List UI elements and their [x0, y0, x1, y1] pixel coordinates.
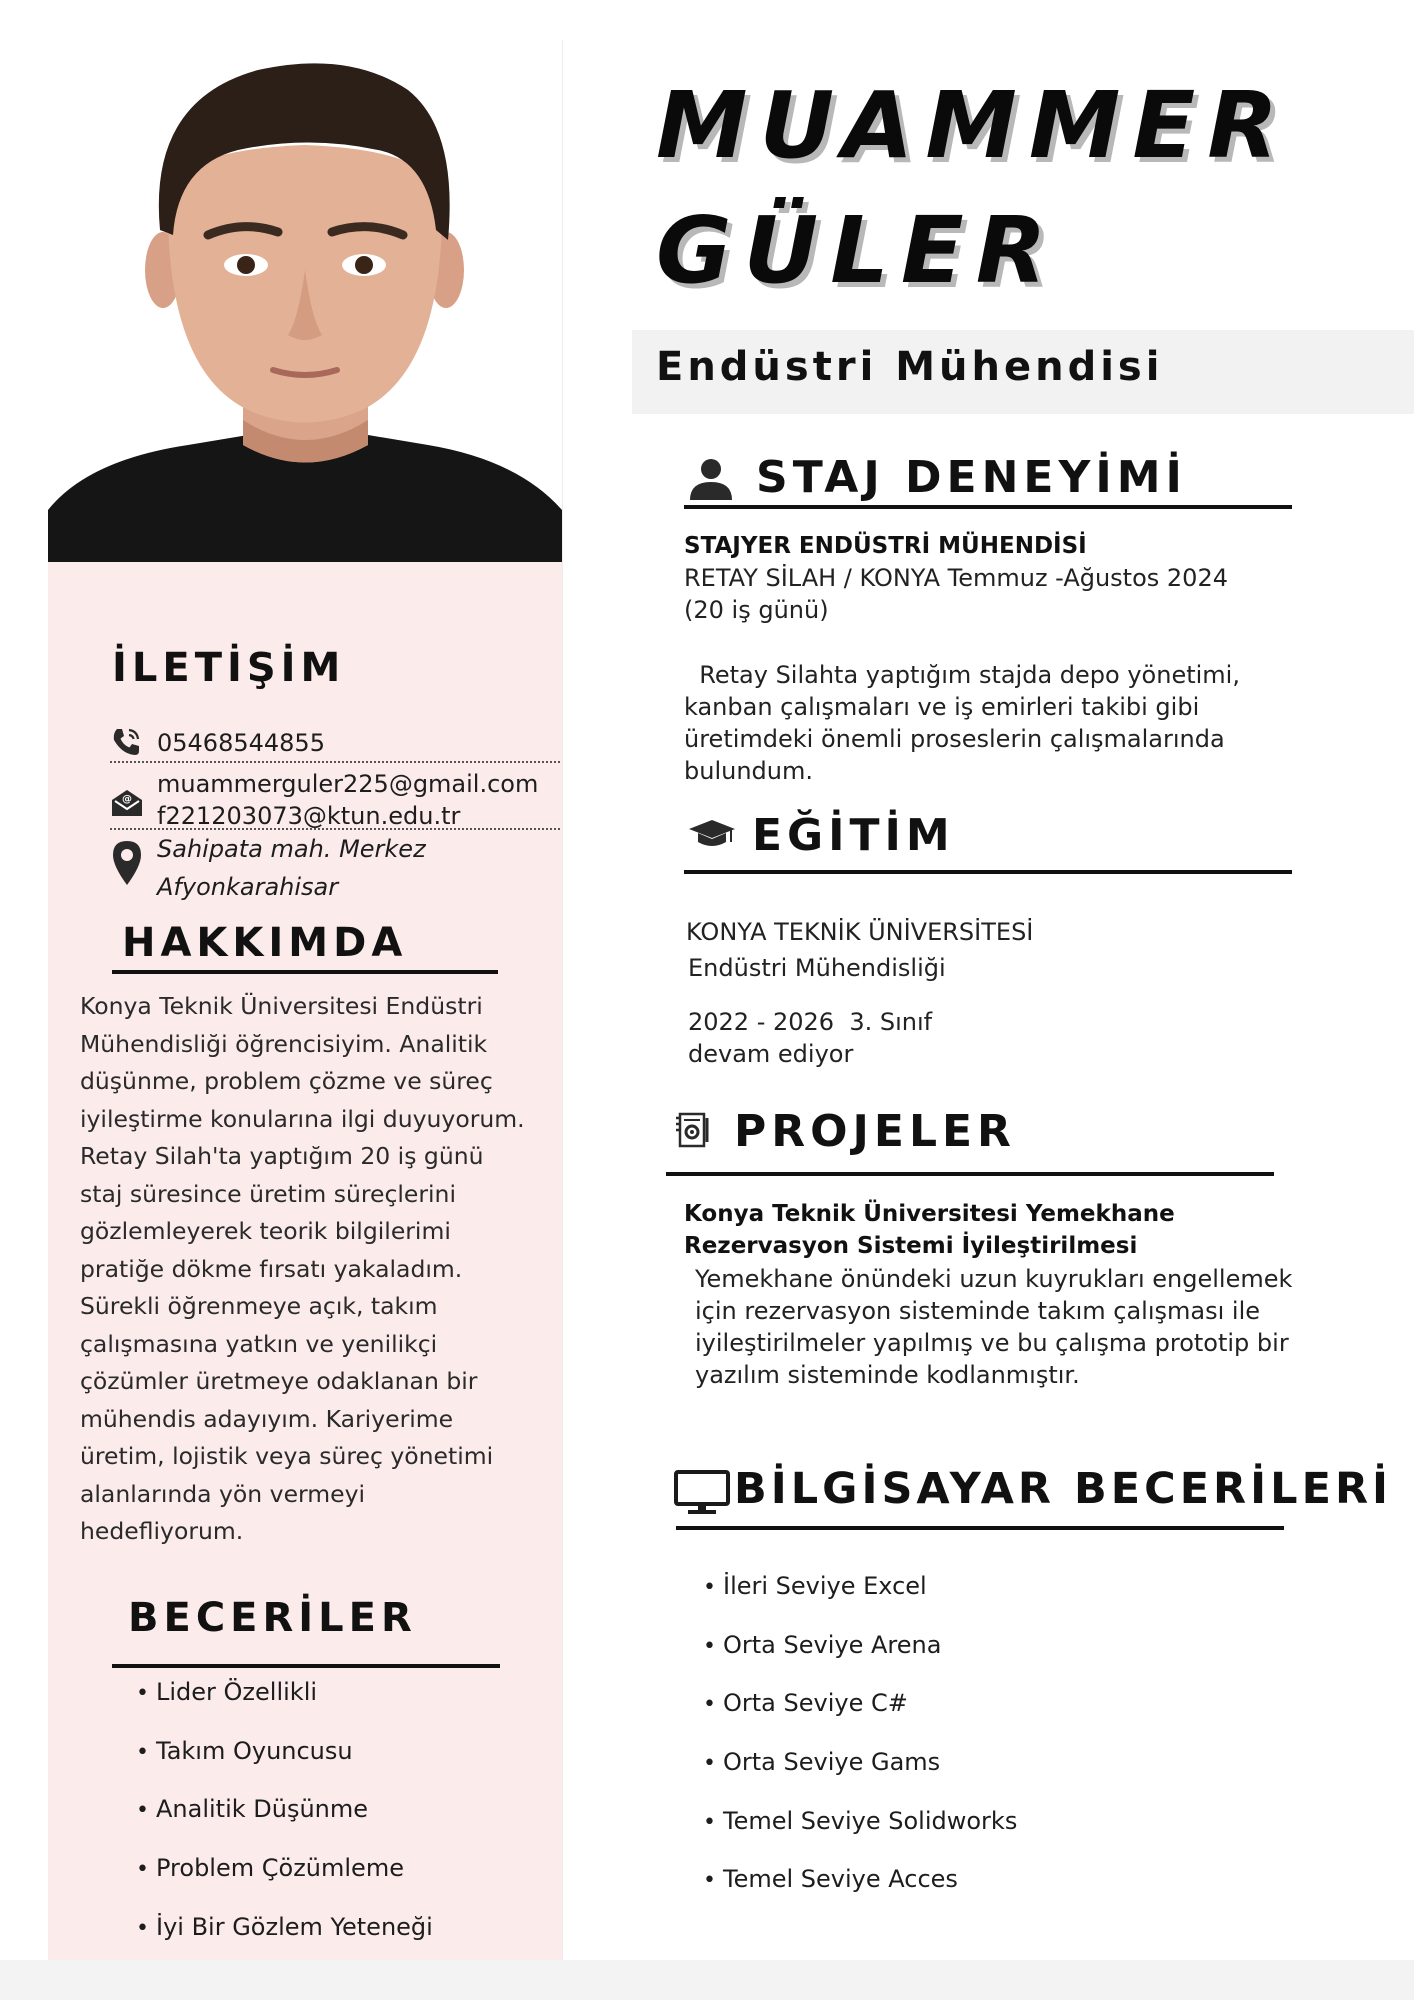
internship-desc-3: üretimdeki önemli proseslerin çalışmalarında [684, 725, 1225, 753]
monitor-icon [674, 1470, 730, 1516]
computer-skills-title: BİLGİSAYAR BECERİLERİ [734, 1464, 1393, 1514]
phone-icon [110, 726, 142, 758]
about-text: Konya Teknik Üniversitesi Endüstri Mühendisliği öğrencisiyim. Analitik düşünme, problem çözme ve süreç iyileştirme konularına ilgi duyuyorum. Retay Silah'ta yaptığım 20 iş günü staj süresince üretim süreçlerini gözlemleyerek teorik bilgilerimi pratiğe dökme fırsatı yakaladım. Sürekli öğrenmeye açık, takım çalışmasına yatkın ve yenilikçi çözümler üretmeye odaklanan bir mühendis adayıyım. Kariyerime üretim, lojistik veya süreç yönetimi alanlarında yön vermeyi hedefliyorum. [80, 992, 525, 1545]
svg-text:@: @ [122, 794, 132, 805]
contact-phone[interactable]: 05468544855 [157, 729, 325, 757]
skill-item: • Takım Oyuncusu [136, 1737, 433, 1796]
document-gear-icon [674, 1112, 712, 1150]
contact-title: İLETİŞİM [112, 645, 346, 691]
skills-rule [112, 1664, 500, 1668]
computer-skill-item: • Temel Seviye Acces [703, 1865, 1017, 1924]
internship-title: STAJ DENEYİMİ [756, 452, 1187, 503]
internship-rule [684, 505, 1292, 509]
education-title: EĞİTİM [752, 810, 955, 861]
skill-item: • Lider Özellikli [136, 1678, 433, 1737]
internship-company: RETAY SİLAH / KONYA Temmuz -Ağustos 2024 [684, 564, 1228, 592]
education-status: devam ediyor [688, 1040, 854, 1068]
contact-email-2[interactable]: f221203073@ktun.edu.tr [157, 802, 461, 830]
project-desc-2: için rezervasyon sisteminde takım çalışması ile [695, 1297, 1261, 1325]
internship-role: STAJYER ENDÜSTRİ MÜHENDİSİ [684, 533, 1087, 559]
internship-desc-1: Retay Silahta yaptığım stajda depo yönetimi, [684, 661, 1240, 689]
profile-photo [48, 40, 562, 562]
last-name: GÜLER [656, 197, 1059, 304]
skill-item: • Problem Çözümleme [136, 1854, 433, 1913]
computer-skill-item: • Orta Seviye Arena [703, 1631, 1017, 1690]
contact-email-1[interactable]: muammerguler225@gmail.com [157, 770, 539, 798]
computer-skills-rule [676, 1526, 1284, 1530]
contact-separator [110, 761, 560, 763]
location-pin-icon [112, 840, 142, 886]
about-rule [112, 970, 498, 974]
project-desc-4: yazılım sisteminde kodlanmıştır. [695, 1361, 1080, 1389]
education-department: Endüstri Mühendisliği [688, 954, 946, 982]
envelope-icon [110, 788, 144, 818]
graduation-cap-icon [688, 818, 736, 850]
computer-skill-item: • İleri Seviye Excel [703, 1572, 1017, 1631]
computer-skill-item: • Orta Seviye C# [703, 1689, 1017, 1748]
project-desc-1: Yemekhane önündeki uzun kuyrukları engellemek [695, 1265, 1293, 1293]
skills-title: BECERİLER [128, 1595, 417, 1641]
person-icon [688, 458, 734, 500]
education-school: KONYA TEKNİK ÜNİVERSİTESİ [686, 918, 1034, 946]
internship-desc-4: bulundum. [684, 757, 813, 785]
project-desc-3: iyileştirilmeler yapılmış ve bu çalışma prototip bir [695, 1329, 1289, 1357]
about-title: HAKKIMDA [122, 920, 408, 966]
internship-duration: (20 iş günü) [684, 596, 829, 624]
projects-title: PROJELER [734, 1106, 1016, 1157]
contact-address-1: Sahipata mah. Merkez [157, 835, 426, 863]
computer-skill-item: • Orta Seviye Gams [703, 1748, 1017, 1807]
skill-item: • İyi Bir Gözlem Yeteneği [136, 1913, 433, 1972]
computer-skill-item: • Temel Seviye Solidworks [703, 1807, 1017, 1866]
skill-item: • Analitik Düşünme [136, 1795, 433, 1854]
first-name: MUAMMER [656, 72, 1291, 179]
projects-rule [666, 1172, 1274, 1176]
computer-skills-list [703, 1572, 1017, 1924]
project-name-1: Konya Teknik Üniversitesi Yemekhane [684, 1201, 1175, 1227]
education-years: 2022 - 2026 3. Sınıf [688, 1008, 933, 1036]
column-divider [562, 40, 563, 1960]
contact-address-2: Afyonkarahisar [157, 873, 339, 901]
internship-desc-2: kanban çalışmaları ve iş emirleri takibi gibi [684, 693, 1200, 721]
education-rule [684, 870, 1292, 874]
project-name-2: Rezervasyon Sistemi İyileştirilmesi [684, 1233, 1138, 1259]
skills-list [136, 1678, 433, 1971]
contact-separator [110, 828, 560, 830]
job-title: Endüstri Mühendisi [656, 344, 1164, 390]
